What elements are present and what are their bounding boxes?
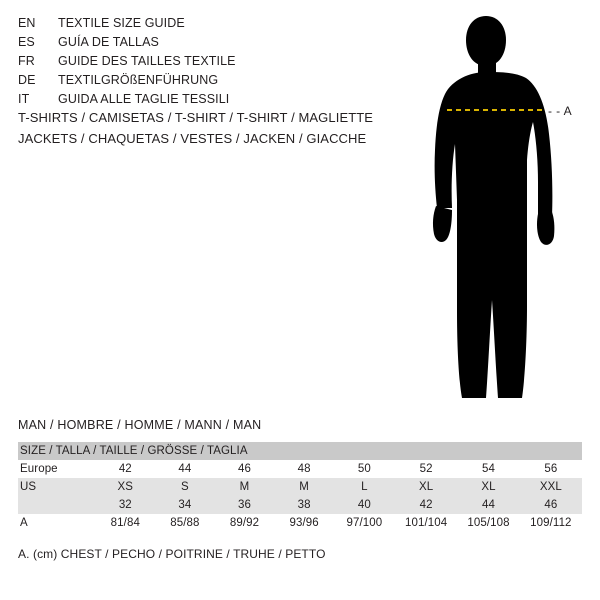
size-table — [18, 442, 582, 532]
cell: 52 — [395, 460, 457, 478]
cell: L — [334, 478, 395, 496]
cell: 97/100 — [334, 514, 395, 532]
cell: 36 — [215, 496, 275, 514]
language-title: GUÍA DE TALLAS — [58, 35, 159, 49]
table-footnote: A. (cm) CHEST / PECHO / POITRINE / TRUHE / PETTO — [18, 547, 326, 561]
cell: 81/84 — [96, 514, 156, 532]
cell: 38 — [274, 496, 334, 514]
cell: XL — [457, 478, 519, 496]
chest-letter: A — [563, 104, 573, 118]
row-label — [18, 496, 96, 514]
cell: 50 — [334, 460, 395, 478]
table-row — [18, 478, 582, 496]
cell: 46 — [520, 496, 582, 514]
cell: 105/108 — [457, 514, 519, 532]
cell: 101/104 — [395, 514, 457, 532]
cell: 93/96 — [274, 514, 334, 532]
cell: 32 — [96, 496, 156, 514]
language-row — [18, 54, 378, 73]
language-code: DE — [18, 73, 36, 87]
language-row — [18, 92, 378, 111]
cell: 34 — [155, 496, 215, 514]
language-code: FR — [18, 54, 35, 68]
row-label: Europe — [18, 460, 96, 478]
cell: 46 — [215, 460, 275, 478]
category-jackets: JACKETS / CHAQUETAS / VESTES / JACKEN / GIACCHE — [18, 131, 367, 146]
cell: 54 — [457, 460, 519, 478]
cell: M — [215, 478, 275, 496]
male-silhouette-figure — [400, 10, 590, 410]
cell: 44 — [457, 496, 519, 514]
cell: XS — [96, 478, 156, 496]
cell: 44 — [155, 460, 215, 478]
language-title: TEXTILE SIZE GUIDE — [58, 16, 185, 30]
chest-dash-prefix: - - — [548, 104, 561, 118]
language-list — [18, 16, 378, 111]
cell: 109/112 — [520, 514, 582, 532]
cell: XXL — [520, 478, 582, 496]
cell: 42 — [96, 460, 156, 478]
row-label: US — [18, 478, 96, 496]
cell: 40 — [334, 496, 395, 514]
language-row — [18, 73, 378, 92]
row-label: A — [18, 514, 96, 532]
language-row — [18, 35, 378, 54]
cell: XL — [395, 478, 457, 496]
cell: S — [155, 478, 215, 496]
table-row — [18, 496, 582, 514]
language-title: TEXTILGRÖßENFÜHRUNG — [58, 73, 219, 87]
cell: 42 — [395, 496, 457, 514]
table-header-label: SIZE / TALLA / TAILLE / GRÖSSE / TAGLIA — [18, 442, 582, 460]
cell: 89/92 — [215, 514, 275, 532]
cell: M — [274, 478, 334, 496]
cell: 48 — [274, 460, 334, 478]
language-code: ES — [18, 35, 35, 49]
language-title: GUIDE DES TAILLES TEXTILE — [58, 54, 236, 68]
category-tshirts: T-SHIRTS / CAMISETAS / T-SHIRT / T-SHIRT / MAGLIETTE — [18, 110, 374, 125]
table-row — [18, 514, 582, 532]
category-list — [18, 110, 418, 152]
man-section-title: MAN / HOMBRE / HOMME / MANN / MAN — [18, 418, 262, 432]
language-row — [18, 16, 378, 35]
table-row — [18, 460, 582, 478]
table-header-row — [18, 442, 582, 460]
cell: 85/88 — [155, 514, 215, 532]
language-code: EN — [18, 16, 36, 30]
language-title: GUIDA ALLE TAGLIE TESSILI — [58, 92, 230, 106]
language-code: IT — [18, 92, 30, 106]
chest-measure-label — [548, 104, 572, 118]
cell: 56 — [520, 460, 582, 478]
